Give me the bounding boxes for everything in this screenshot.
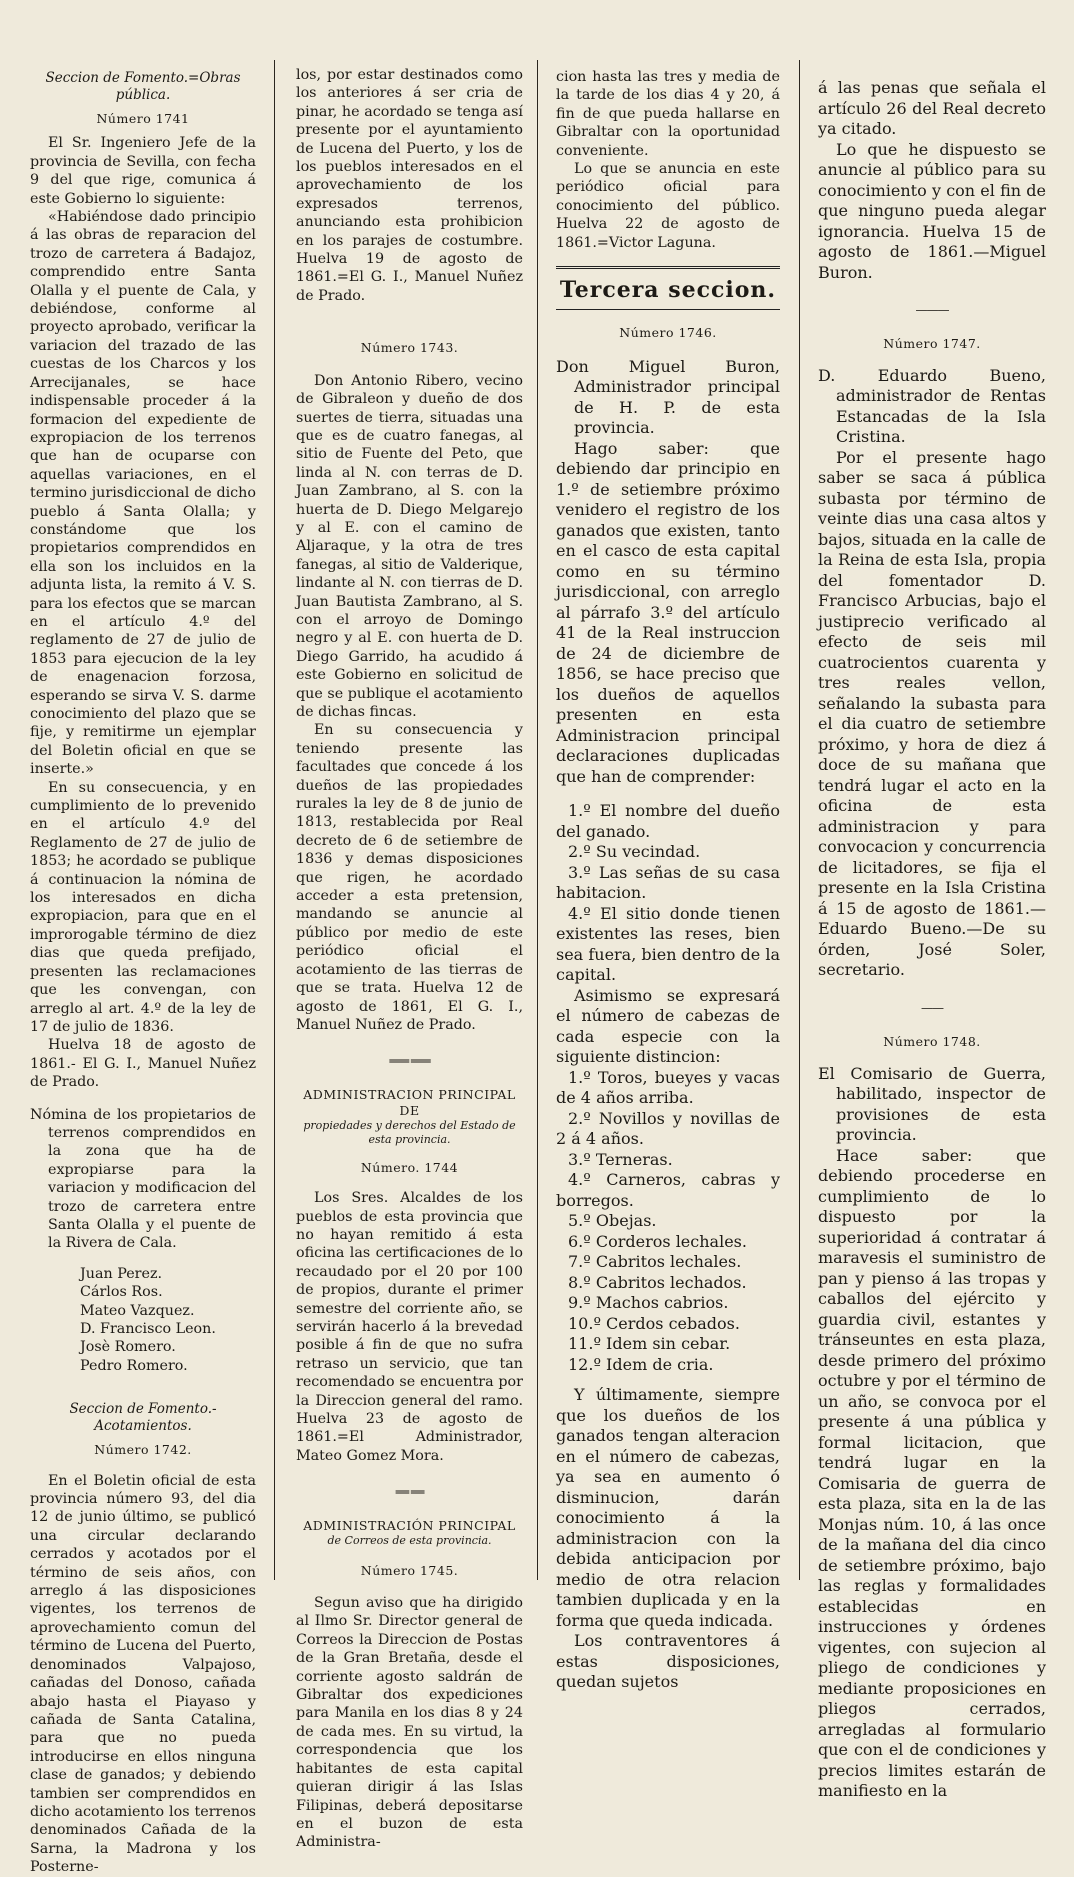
paragraph: Segun aviso que ha dirigido al Ilmo Sr. Director general de Correos la Direccion de Postas de la Gran Bretaña, desde el corriente agosto saldrán de Gibraltar dos expediciones para Manila en los dias 8 y 24 de cada mes. En su virtud, la correspondencia que los habitantes de esta capital quieran dirigir á las Islas Filipinas, deberá depositarse en el buzon de esta Administra- xyxy=(296,1595,523,1851)
notice-number: Número 1741 xyxy=(96,111,190,126)
separator: ═══ ═══ xyxy=(389,1054,430,1069)
admin-subheading: de Correos de esta provincia. xyxy=(327,1533,492,1547)
list-item: Josè Romero. xyxy=(80,1339,176,1356)
notice-number: Número 1747. xyxy=(883,336,981,352)
paragraph: En su consecuencia y teniendo presente las facultades que concede á los dueños de las propiedades rurales la ley de 8 de junio de 1813, restablecida por Real decreto de 6 de setiembre de 1836 y demas disposiciones que rigen, he acordado acceder a esta pretension, mandando se anuncie al público por medio de este periódico oficial el acotamiento de las tierras de que se trata. Huelva 12 de agosto de 1861, El G. I., Manuel Nuñez de Prado. xyxy=(296,722,523,1033)
nomina-heading: Nómina de los propietarios de terrenos comprendidos en la zona que ha de expropiarse para la variacion y modificacion del trozo de carretera entre Santa Olalla y el puente de la Rivera de Cala. xyxy=(30,1106,256,1252)
column-1 xyxy=(30,70,256,1876)
list-item: 2.º Novillos y novillas de 2 á 4 años. xyxy=(556,1108,780,1149)
admin-heading: ADMINISTRACIÓN PRINCIPAL xyxy=(303,1517,516,1533)
paragraph: Hago saber: que debiendo dar principio en 1.º de setiembre próximo venidero el registro de los ganados que existen, tanto en el casco de esta capital como en su término jurisdiccional, con arreglo al párrafo 3.º del artículo 41 de la Real instruccion de 24 de diciembre de 1856, se hace preciso que los dueños de aquellos presenten en esta Administracion principal declaraciones duplicadas que han de comprender: xyxy=(556,438,780,786)
notice-body xyxy=(556,357,780,1693)
notice-number: Número 1748. xyxy=(883,1034,981,1050)
paragraph: Hace saber: que debiendo procederse en cumplimiento de lo dispuesto por la superioridad á contratar á maravesis el suministro de pan y pienso á las tropas y caballos del ejército y guardia civil, estantes y tránseuntes en esta plaza, desde primero del próximo octubre y por el término de un año, se convoca por el presente á una pública y formal licitacion, que tendrá lugar en la Comisaria de guerra de esta plaza, sita en la de las Monjas núm. 10, á las once de la mañana del dia cinco de setiembre próximo, bajo las reglas y formalidades establecidas en instrucciones y órdenes vigentes, con sujecion al pliego de condiciones y mediante proposiciones en pliegos cerrados, arregladas al formulario que con el de condiciones y precios limites estarán de manifiesto en la xyxy=(818,1145,1046,1801)
notice-number: Número. 1744 xyxy=(360,1159,459,1175)
paragraph: Don Antonio Ribero, vecino de Gibraleon y dueño de dos suertes de tierra, situadas una que es de cuatro fanegas, al sitio de Fuente del Peto, que linda al N. con terras de D. Juan Zambrano, al S. con la huerta de D. Diego Melgarejo y al E. con el camino de Aljaraque, y la otra de tres fanegas, al sitio de Valderique, lindante al N. con tierras de D. Juan Bautista Zambrano, al S. con el arroyo de Domingo negro y al E. con huerta de D. Diego Garrido, ha acudido á este Gobierno en solicitud de que se publique el acotamiento de dichas fincas. xyxy=(296,372,523,720)
section-heading: Seccion de Fomento.=Obras pública. xyxy=(45,70,241,103)
list-item: 1.º El nombre del dueño del ganado. xyxy=(556,801,780,841)
list-item: 1.º Toros, bueyes y vacas de 4 años arriba. xyxy=(556,1067,780,1108)
list-item: 11.º Idem sin cebar. xyxy=(568,1334,731,1354)
paragraph: En su consecuencia, y en cumplimiento de lo prevenido en el artículo 4.º del Reglamento de 27 de julio de 1853; he acordado se publique á continuacion la nómina de los interesados en dicha expropiacion, para que en el improrogable término de diez dias que queda prefijado, presenten las reclamaciones que les convengan, con arreglo al art. 4.º de la ley de 17 de julio de 1836. xyxy=(30,779,256,1035)
paragraph: D. Eduardo Bueno, administrador de Rentas Estancadas de la Isla Cristina. xyxy=(818,365,1046,447)
list-item: 4.º Carneros, cabras y borregos. xyxy=(556,1170,780,1210)
list-item: 6.º Corderos lechales. xyxy=(568,1231,747,1251)
paragraph: Los Sres. Alcaldes de los pueblos de esta provincia que no hayan remitido á esta oficina las certificaciones de lo recaudado por el 20 por 100 de propios, durante el primer semestre del corriente año, se servirán hacerlo á la brevedad posible á fin de que no sufra retraso un servicio, que tan recomendado se encuentra por la Direccion general del ramo. Huelva 23 de agosto de 1861.=El Administrador, Mateo Gomez Mora. xyxy=(296,1190,523,1464)
list-item: 4.º El sitio donde tienen existentes las reses, bien sea fuera, bien dentro de la capital. xyxy=(556,903,780,985)
list-item: 7.º Cabritos lechales. xyxy=(568,1252,742,1272)
column-3 xyxy=(556,68,780,1692)
list-item: 9.º Machos cabrios. xyxy=(568,1293,729,1313)
declaration-list xyxy=(556,801,780,986)
section-title: Tercera seccion. xyxy=(556,266,780,310)
column-2 xyxy=(296,66,523,1851)
list-item: 2.º Su vecindad. xyxy=(568,842,701,862)
notice-number: Número 1743. xyxy=(360,340,459,356)
list-item: 3.º Las señas de su casa habitacion. xyxy=(556,862,780,903)
list-item: 3.º Terneras. xyxy=(568,1149,673,1169)
list-item: 8.º Cabritos lechados. xyxy=(568,1272,747,1292)
admin-heading: ADMINISTRACION PRINCIPAL DE xyxy=(303,1086,516,1118)
list-item: Juan Perez. xyxy=(80,1265,163,1282)
paragraph: Y últimamente, siempre que los dueños de los ganados tengan alteracion en el número de cabezas, ya sea en aumento ó disminucion, darán conocimiento á la administracion con la debida anticipacion por medio de otra relacion tambien duplicada y en la forma que queda indicada. xyxy=(556,1385,780,1630)
notice-body xyxy=(818,78,1046,283)
notice-body xyxy=(818,366,1046,981)
list-item: Pedro Romero. xyxy=(80,1357,188,1374)
list-item: Cárlos Ros. xyxy=(80,1284,163,1301)
paragraph: Don Miguel Buron, Administrador principal de H. P. de esta provincia. xyxy=(556,356,780,438)
paragraph: cion hasta las tres y media de la tarde de los dias 4 y 20, á fin de que pueda hallarse en Gibraltar con la oportunidad conveniente. xyxy=(556,69,780,159)
column-rule xyxy=(537,60,538,1580)
column-4 xyxy=(818,78,1046,1801)
paragraph: Lo que he dispuesto se anuncie al público para su conocimiento y con el fin de que ninguno pueda alegar ignorancia. Huelva 15 de agosto de 1861.—Miguel Buron. xyxy=(818,139,1046,282)
notice-number: Número 1746. xyxy=(619,325,717,341)
paragraph: los, por estar destinados como los anteriores á ser cria de pinar, he acordado se tenga así presente por el ayuntamiento de Lucena del Puerto, y los de los pueblos interesados en el aprovechamiento de los expresados terrenos, anunciando esta prohibicion en los parajes de costumbre. Huelva 19 de agosto de 1861.=El G. I., Manuel Nuñez de Prado. xyxy=(296,67,523,304)
separator: ——— xyxy=(915,303,949,317)
paragraph: Asimismo se expresará el número de cabezas de cada especie con la siguiente distincion: xyxy=(556,985,780,1067)
list-item: 12.º Idem de cria. xyxy=(568,1354,714,1374)
paragraph: En el Boletin oficial de esta provincia número 93, del dia 12 de junio último, se publicó una circular declarando cerrados y acotados por el término de seis años, con arreglo á las disposiciones vigentes, los terrenos de aprovechamiento comun del término de Lucena del Puerto, denominados Valpajoso, cañadas del Donoso, cañada abajo hasta el Piayaso y cañada de Santa Catalina, para que no pueda introducirse en ellos ninguna clase de ganados; y debiendo tambien ser comprendidos en dicho acotamiento los terrenos denominados Cañada de la Sarna, la Madrona y los Posterne- xyxy=(30,1472,256,1876)
paragraph: Los contraventores á estas disposiciones, quedan sujetos xyxy=(556,1631,780,1692)
name-list xyxy=(30,1265,256,1375)
livestock-list xyxy=(556,1068,780,1376)
separator: —— xyxy=(921,1000,943,1015)
paragraph: El Sr. Ingeniero Jefe de la provincia de Sevilla, con fecha 9 del que rige, comunica á este Gobierno lo siguiente: xyxy=(30,135,256,207)
separator: ══ ══ xyxy=(395,1485,424,1500)
list-item: 10.º Cerdos cebados. xyxy=(568,1313,740,1333)
signature: Huelva 18 de agosto de 1861.- El G. I., Manuel Nuñez de Prado. xyxy=(30,1037,256,1091)
paragraph: Lo que se anuncia en este periódico oficial para conocimiento del público. Huelva 22 de agosto de 1861.=Victor Laguna. xyxy=(556,161,780,251)
column-rule xyxy=(274,60,275,1580)
paragraph: «Habiéndose dado principio á las obras de reparacion del trozo de carretera á Badajoz, comprendido entre Santa Olalla y el puente de Cala, y debiéndose, conforme al proyecto aprobado, verificar la variacion del trazado de las cuestas de los Charcos y los Arrecijanales, se hace indispensable proceder á la formacion del expediente de expropiacion de los terrenos que han de ocuparse con aquellas variaciones, en el termino jurisdiccional de dicho pueblo á Santa Olalla; y constándome que los propietarios comprendidos en ella son los incluidos en la adjunta lista, la remito á V. S. para los efectos que se marcan en el artículo 4.º del reglamento de 27 de julio de 1853 para ejecucion de la ley de enagenacion forzosa, esperando se sirva V. S. darme conocimiento del plazo que se fije, y remitirme un ejemplar del Boletin oficial en que se inserte.» xyxy=(30,209,256,778)
paragraph: El Comisario de Guerra, habilitado, inspector de provisiones de esta provincia. xyxy=(818,1063,1046,1145)
paragraph: Por el presente hago saber se saca á pública subasta por término de veinte dias una casa altos y bajos, situada en la calle de la Reina de esta Isla, propia del fomentador D. Francisco Arbucias, bajo el justiprecio verificado al efecto de seis mil cuatrocientos cuarenta y tres reales vellon, señalando la subasta para el dia cuatro de setiembre próximo, y hora de diez á doce de su mañana que tendrá lugar el acto en la oficina de esta administracion y para convocacion y concurrencia de licitadores, se fija el presente en la Isla Cristina á 15 de agosto de 1861.—Eduardo Bueno.—De su órden, José Soler, secretario. xyxy=(818,447,1046,980)
notice-body xyxy=(818,1064,1046,1802)
section-heading: Seccion de Fomento.-Acotamientos. xyxy=(69,1401,217,1435)
admin-subheading: propiedades y derechos del Estado de esta provincia. xyxy=(303,1118,516,1146)
column-rule xyxy=(799,60,800,1580)
list-item: 5.º Obejas. xyxy=(568,1211,657,1231)
notice-number: Número 1742. xyxy=(94,1442,192,1458)
list-item: Mateo Vazquez. xyxy=(80,1302,195,1319)
list-item: D. Francisco Leon. xyxy=(80,1321,216,1337)
paragraph: á las penas que señala el artículo 26 del Real decreto ya citado. xyxy=(818,78,1046,138)
notice-number: Número 1745. xyxy=(360,1562,459,1578)
